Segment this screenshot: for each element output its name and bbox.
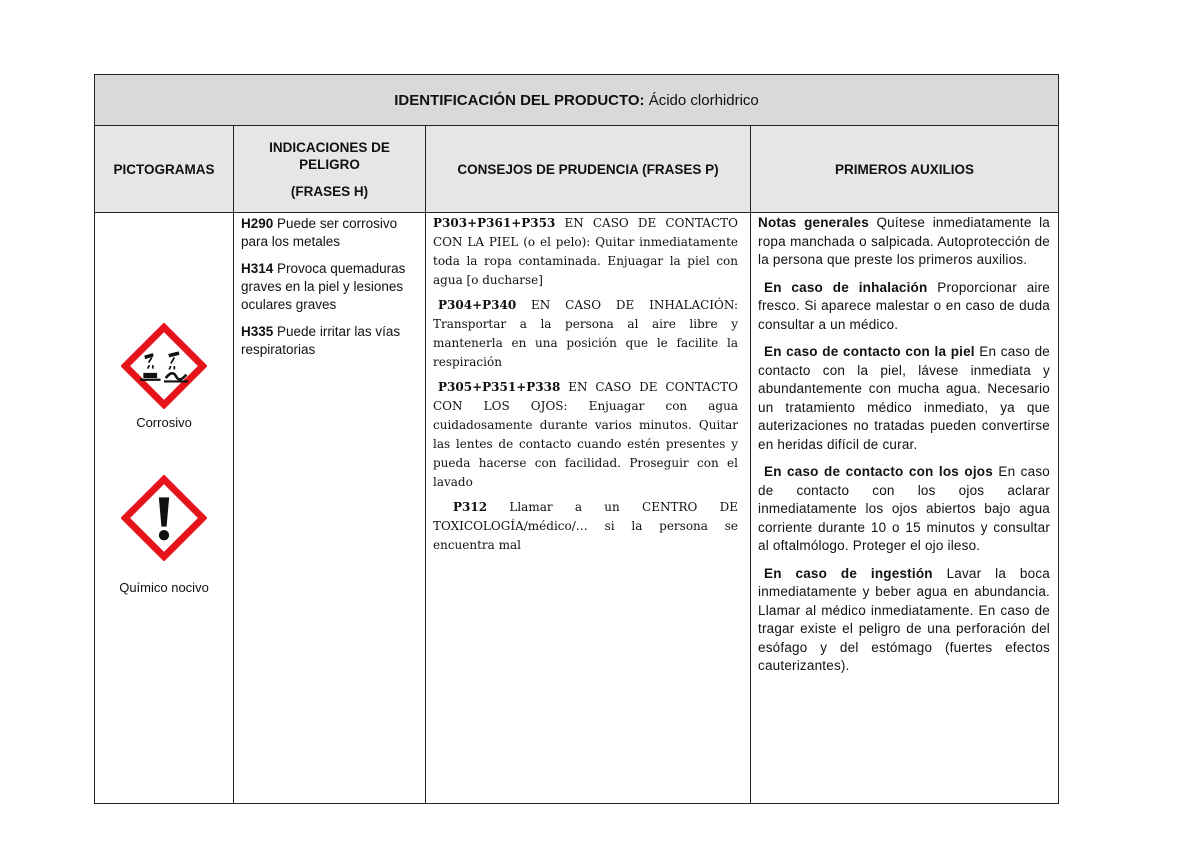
hazard-text: Puede ser corrosivo para los metales — [241, 216, 398, 249]
exclamation-pictogram-icon — [121, 475, 207, 561]
precautionary-text: EN CASO DE CONTACTO CON LOS OJOS: Enjuagar con agua cuidadosamente durante varios minutos. Quitar las lentes de contacto cuando estén presentes y pueda hacerse con facilidad. Proseguir con el lavado — [433, 380, 738, 489]
header-consejos-label: CONSEJOS DE PRUDENCIA (FRASES P) — [457, 161, 719, 177]
first-aid-heading: En caso de contacto con los ojos — [764, 464, 993, 479]
corrosive-pictogram-icon — [121, 323, 207, 409]
first-aid-item — [758, 279, 1050, 335]
pictogram-label-harmful: Químico nocivo — [119, 580, 209, 595]
first-aid-text: Proporcionar aire fresco. Si aparece malestar o en caso de duda consultar a un médico. — [758, 279, 1051, 332]
first-aid-heading: Notas generales — [758, 215, 869, 230]
first-aid-item — [758, 565, 1050, 676]
hazard-statements-cell — [234, 213, 426, 804]
first-aid-heading: En caso de inhalación — [764, 279, 928, 295]
pictograms-cell — [95, 213, 234, 804]
first-aid-item — [758, 343, 1050, 454]
first-aid-cell — [751, 213, 1059, 804]
hazard-code: H314 — [241, 261, 274, 276]
product-safety-table — [94, 74, 1059, 804]
first-aid-item — [758, 214, 1050, 270]
hazard-statement — [241, 215, 419, 251]
precautionary-statements-cell — [426, 213, 751, 804]
header-auxilios — [751, 126, 1059, 213]
header-indicaciones-line3: (FRASES H) — [290, 183, 369, 199]
header-indicaciones — [234, 126, 426, 213]
header-consejos — [426, 126, 751, 213]
first-aid-heading: En caso de contacto con la piel — [764, 344, 975, 359]
precautionary-code: P304+P340 — [438, 298, 517, 312]
precautionary-statement — [433, 296, 738, 372]
precautionary-statement — [433, 498, 738, 555]
product-name: Ácido clorhidrico — [644, 91, 759, 109]
title-label: IDENTIFICACIÓN DEL PRODUCTO: — [394, 91, 645, 109]
hazard-code: H335 — [241, 324, 274, 339]
hazard-text: Puede irritar las vías respiratorias — [241, 324, 401, 357]
header-indicaciones-line2: PELIGRO — [299, 156, 360, 172]
precautionary-statement — [433, 214, 738, 290]
hazard-text: Provoca quemaduras graves en la piel y lesiones oculares graves — [241, 261, 406, 312]
header-auxilios-label: PRIMEROS AUXILIOS — [835, 161, 975, 177]
hazard-statement — [241, 260, 419, 314]
header-pictogramas — [95, 126, 234, 213]
first-aid-item — [758, 463, 1050, 556]
precautionary-text: Llamar a un CENTRO DE TOXICOLOGÍA/médico/… si la persona se encuentra mal — [433, 500, 738, 552]
precautionary-code: P312 — [453, 500, 488, 514]
pictogram-label-corrosive: Corrosivo — [136, 415, 192, 430]
precautionary-text: EN CASO DE INHALACIÓN: Transportar a la persona al aire libre y mantenerla en una posición que le facilite la respiración — [433, 298, 738, 369]
first-aid-text: En caso de contacto con la piel, lávese inmediata y abundantemente con mucha agua. Necesario un tratamiento médico inmediato, ya que auterizaciones no tratadas pueden convertirse en heridas difícil de curar. — [758, 344, 1051, 452]
header-indicaciones-line1: INDICACIONES DE — [269, 139, 390, 155]
precautionary-code: P303+P361+P353 — [433, 216, 556, 230]
hazard-code: H290 — [241, 216, 274, 231]
header-pictogramas-label: PICTOGRAMAS — [113, 161, 215, 177]
first-aid-text: Quítese inmediatamente la ropa manchada o salpicada. Autoprotección de la persona que preste los primeros auxilios. — [758, 215, 1051, 267]
first-aid-text: En caso de contacto con los ojos aclarar inmediatamente los ojos abiertos bajo agua corriente durante 10 o 15 minutos y consultar al oftalmólogo. Proteger el ojo ileso. — [758, 464, 1051, 553]
first-aid-text: Lavar la boca inmediatamente y beber agua en abundancia. Llamar al médico inmediatamente. En caso de tragar existe el peligro de una perforación del esófago y del estómago (fuertes efectos cauterizantes). — [758, 565, 1051, 673]
precautionary-code: P305+P351+P338 — [438, 380, 561, 394]
product-identification-title — [95, 75, 1059, 126]
hazard-statement — [241, 323, 419, 359]
precautionary-text: EN CASO DE CONTACTO CON LA PIEL (o el pelo): Quitar inmediatamente toda la ropa contaminada. Enjuagar la piel con agua [o ducharse] — [433, 216, 738, 287]
precautionary-statement — [433, 378, 738, 492]
first-aid-heading: En caso de ingestión — [764, 565, 933, 581]
